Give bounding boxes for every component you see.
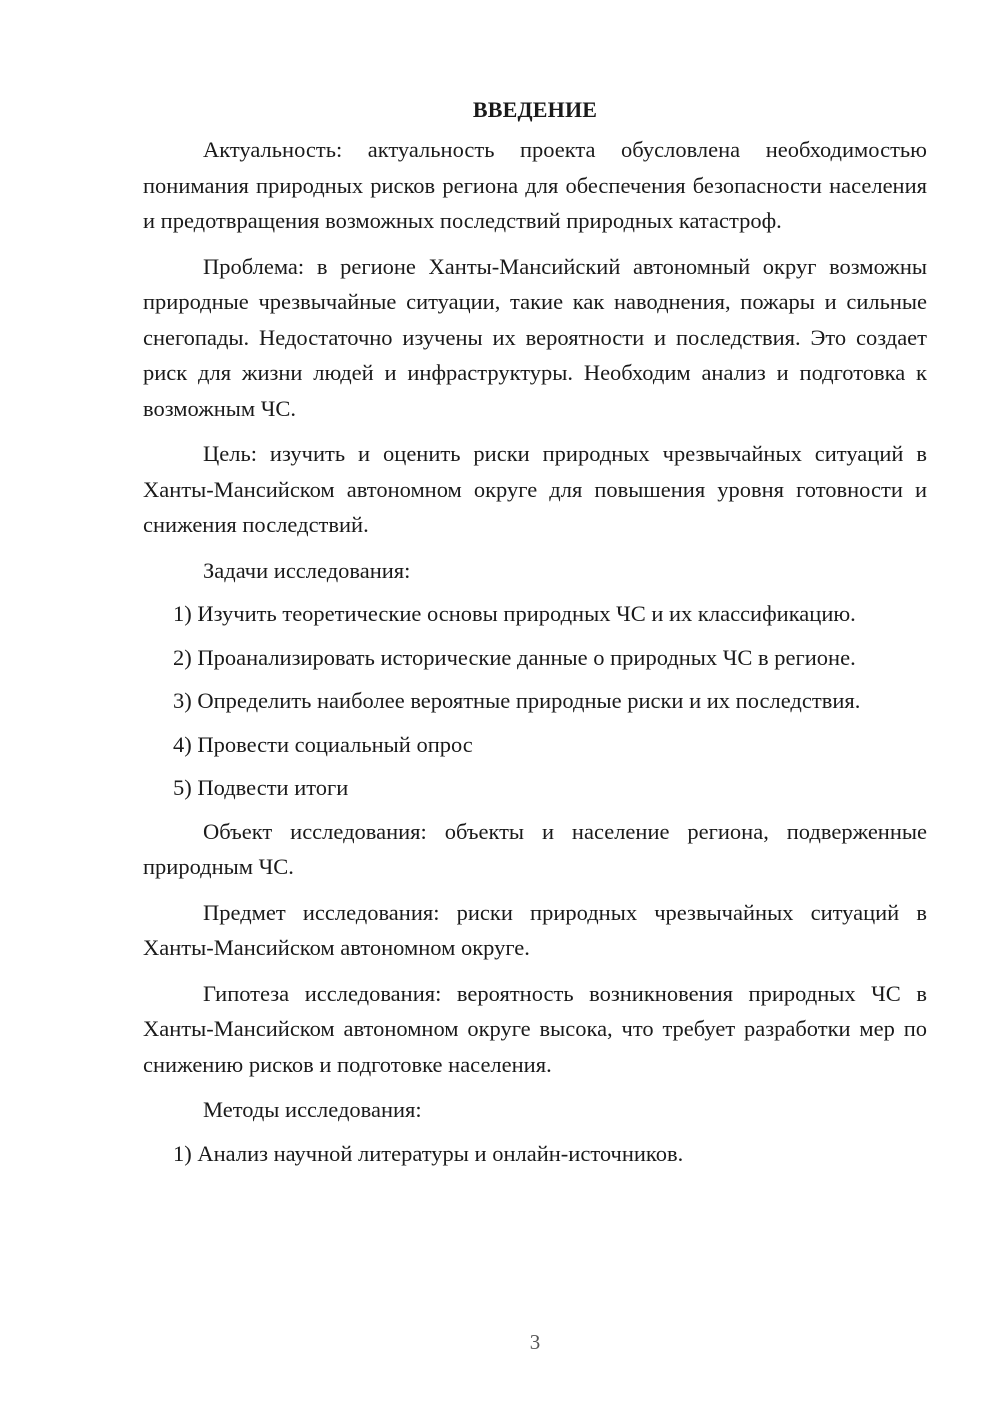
methods-heading: Методы исследования: (203, 1097, 422, 1122)
document-page (143, 90, 927, 1179)
list-item: 5) Подвести итоги (173, 775, 349, 800)
object-paragraph: Объект исследования: объекты и население региона, подверженные природным ЧС. (143, 818, 927, 879)
goal-paragraph: Цель: изучить и оценить риски природных чрезвычайных ситуаций в Ханты-Мансийском автономном округе для повышения уровня готовности и снижения последствий. (143, 441, 927, 537)
subject-paragraph: Предмет исследования: риски природных чрезвычайных ситуаций в Ханты-Мансийском автономном округе. (143, 899, 927, 960)
list-item: 2) Проанализировать исторические данные о природных ЧС в регионе. (173, 644, 856, 670)
page-number: 3 (529, 1330, 541, 1354)
tasks-heading: Задачи исследования: (203, 557, 411, 583)
list-item: 4) Провести социальный опрос (173, 731, 473, 757)
methods-list (143, 1136, 927, 1172)
list-item: 1) Анализ научной литературы и онлайн-источников. (173, 1140, 684, 1166)
list-item: 3) Определить наиболее вероятные природные риски и их последствия. (173, 688, 861, 713)
problem-paragraph: Проблема: в регионе Ханты-Мансийский автономный округ возможны природные чрезвычайные ситуации, такие как наводнения, пожары и сильные снегопады. Недостаточно изучены их вероятности и последствия. Это создает риск для жизни людей и инфраструктуры. Необходим анализ и подготовка к возможным ЧС. (143, 253, 927, 421)
tasks-list (143, 596, 927, 806)
hypothesis-paragraph: Гипотеза исследования: вероятность возникновения природных ЧС в Ханты-Мансийском автономном округе высока, что требует разработки мер по снижению рисков и подготовке населения. (143, 980, 927, 1077)
section-title: ВВЕДЕНИЕ (472, 97, 598, 122)
list-item: 1) Изучить теоретические основы природных ЧС и их классификацию. (173, 601, 856, 626)
relevance-paragraph: Актуальность: актуальность проекта обусловлена необходимостью понимания природных рисков региона для обеспечения безопасности населения и предотвращения возможных последствий природных катастроф. (143, 137, 927, 233)
